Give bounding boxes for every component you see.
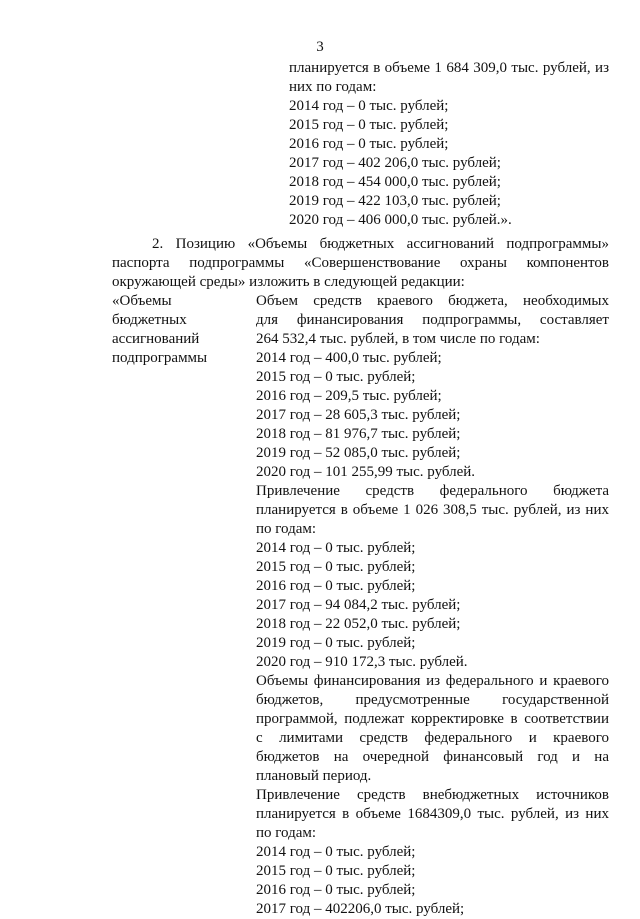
year-line: 2014 год – 0 тыс. рублей; xyxy=(289,98,449,114)
intro-line: планируется в объеме 1 684 309,0 тыс. рублей, из xyxy=(289,60,609,76)
intro-years xyxy=(289,97,609,230)
note-line: бюджетов на очередной финансовый год и на xyxy=(256,749,609,765)
year-line: 2017 год – 94 084,2 тыс. рублей; xyxy=(256,597,461,613)
label-line: ассигнований xyxy=(112,331,200,347)
extra-line: по годам: xyxy=(256,825,317,841)
regional-line: Объем средств краевого бюджета, необходимых xyxy=(256,293,609,309)
year-line: 2020 год – 101 255,99 тыс. рублей. xyxy=(256,464,476,480)
note-line: программой, подлежат корректировке в соответствии xyxy=(256,711,609,727)
note-line: бюджетов, предусмотренные государственной xyxy=(256,692,609,708)
year-line: 2017 год – 402 206,0 тыс. рублей; xyxy=(289,155,501,171)
intro-block xyxy=(289,59,609,97)
year-line: 2014 год – 400,0 тыс. рублей; xyxy=(256,350,442,366)
year-line: 2019 год – 52 085,0 тыс. рублей; xyxy=(256,445,461,461)
year-line: 2020 год – 910 172,3 тыс. рублей. xyxy=(256,654,468,670)
year-line: 2019 год – 0 тыс. рублей; xyxy=(256,635,416,651)
federal-line: планируется в объеме 1 026 308,5 тыс. рублей, из них xyxy=(256,502,609,518)
regional-line: для финансирования подпрограммы, составляет xyxy=(256,312,609,328)
intro-line: них по годам: xyxy=(289,79,377,95)
year-line: 2016 год – 209,5 тыс. рублей; xyxy=(256,388,442,404)
item2-line: окружающей среды» изложить в следующей редакции: xyxy=(112,274,465,290)
year-line: 2018 год – 22 052,0 тыс. рублей; xyxy=(256,616,461,632)
year-line: 2018 год – 81 976,7 тыс. рублей; xyxy=(256,426,461,442)
note-line: Объемы финансирования из федерального и краевого xyxy=(256,673,609,689)
year-line: 2015 год – 0 тыс. рублей; xyxy=(256,559,416,575)
extra-line: Привлечение средств внебюджетных источников xyxy=(256,787,609,803)
year-line: 2015 год – 0 тыс. рублей; xyxy=(256,369,416,385)
year-line: 2015 год – 0 тыс. рублей; xyxy=(289,117,449,133)
right-column xyxy=(256,292,609,919)
label-line: бюджетных xyxy=(112,312,187,328)
year-line: 2015 год – 0 тыс. рублей; xyxy=(256,863,416,879)
year-line: 2017 год – 28 605,3 тыс. рублей; xyxy=(256,407,461,423)
federal-line: по годам: xyxy=(256,521,317,537)
year-line: 2014 год – 0 тыс. рублей; xyxy=(256,844,416,860)
item2-line: 2. Позицию «Объемы бюджетных ассигнований подпрограммы» xyxy=(152,236,609,252)
extra-line: планируется в объеме 1684309,0 тыс. рублей, из них xyxy=(256,806,609,822)
year-line: 2019 год – 422 103,0 тыс. рублей; xyxy=(289,193,501,209)
year-line: 2017 год – 402206,0 тыс. рублей; xyxy=(256,901,465,917)
year-line: 2016 год – 0 тыс. рублей; xyxy=(256,882,416,898)
federal-line: Привлечение средств федерального бюджета xyxy=(256,483,609,499)
left-label xyxy=(112,292,252,368)
label-line: подпрограммы xyxy=(112,350,208,366)
year-line: 2016 год – 0 тыс. рублей; xyxy=(256,578,416,594)
year-line: 2018 год – 454 000,0 тыс. рублей; xyxy=(289,174,501,190)
regional-line: 264 532,4 тыс. рублей, в том числе по годам: xyxy=(256,331,540,347)
year-line: 2016 год – 0 тыс. рублей; xyxy=(289,136,449,152)
item2-paragraph xyxy=(112,235,609,292)
item2-line: паспорта подпрограммы «Совершенствование охраны компонентов xyxy=(112,255,609,271)
label-line: «Объемы xyxy=(112,293,172,309)
page-number: 3 xyxy=(316,39,324,55)
note-line: плановый период. xyxy=(256,768,372,784)
year-line: 2020 год – 406 000,0 тыс. рублей.». xyxy=(289,212,512,228)
note-line: с лимитами средств федерального и краевого xyxy=(256,730,609,746)
year-line: 2014 год – 0 тыс. рублей; xyxy=(256,540,416,556)
